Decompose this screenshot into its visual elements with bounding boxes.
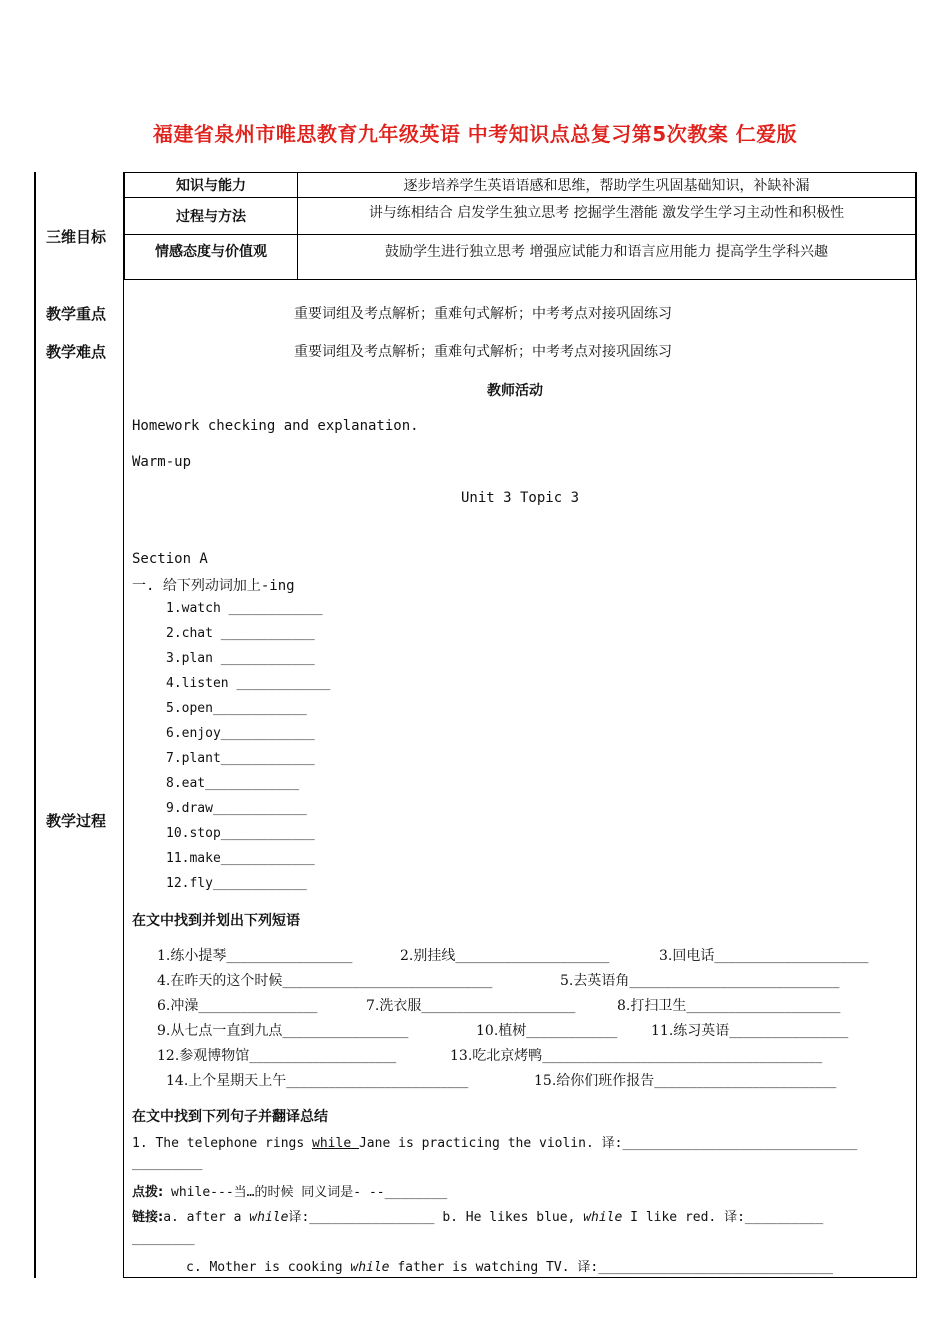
goal-value: 讲与练相结合 启发学生独立思考 挖掘学生潜能 激发学生学习主动性和积极性: [298, 198, 916, 235]
link-cont: ________: [132, 1231, 195, 1246]
list-item: 8.eat____________: [166, 776, 300, 791]
phrase-item: 7.洗衣服______________________: [366, 998, 576, 1014]
sentences-title: 在文中找到下列句子并翻译总结: [132, 1109, 328, 1125]
teacher-activity-heading: 教师活动: [487, 383, 543, 399]
label-process: 教学过程: [46, 812, 107, 830]
sentence-1: [132, 1132, 857, 1151]
phrase-item: 8.打扫卫生______________________: [617, 998, 841, 1014]
phrase-item: 12.参观博物馆_____________________: [157, 1048, 397, 1064]
phrase-item: 15.给你们班作报告__________________________: [534, 1073, 837, 1089]
tip-label: 点拨:: [132, 1185, 164, 1200]
goal-value: 鼓励学生进行独立思考 增强应试能力和语言应用能力 提高学生学科兴趣: [298, 235, 916, 280]
link-text: c. Mother is cooking: [186, 1260, 351, 1275]
phrase-item: 14.上个星期天上午__________________________: [166, 1073, 469, 1089]
sentence-1-start: 1. The telephone rings: [132, 1136, 313, 1151]
goal-label: 过程与方法: [125, 198, 298, 235]
inner-left-line: [123, 172, 124, 1278]
goals-table: [124, 172, 916, 280]
exercise1-title: 一. 给下列动词加上-ing: [132, 578, 295, 594]
tip-text: while---当…的时候 同义词是- --________: [163, 1185, 448, 1200]
bottom-border-line: [123, 1277, 917, 1278]
phrase-item: 1.练小提琴__________________: [157, 948, 353, 964]
warmup-line: Warm-up: [132, 454, 192, 470]
link-text: father is watching TV. 译:______________________________: [389, 1260, 833, 1275]
phrase-item: 11.练习英语_________________: [651, 1023, 849, 1039]
goal-row: [125, 173, 916, 198]
phrase-item: 5.去英语角______________________________: [560, 973, 840, 989]
list-item: 4.listen ____________: [166, 676, 331, 691]
tip-line: [132, 1181, 447, 1200]
link-label: 链接:: [132, 1210, 164, 1225]
label-key-points: 教学重点: [46, 305, 107, 323]
sentence-1-cont: _________: [132, 1156, 203, 1171]
label-difficulties: 教学难点: [46, 343, 107, 361]
link-text: 译:________________ b. He likes blue,: [288, 1210, 584, 1225]
list-item: 11.make____________: [166, 851, 315, 866]
phrase-item: 13.吃北京烤鸭________________________________________: [450, 1048, 823, 1064]
goal-label: 情感态度与价值观: [125, 235, 298, 280]
link-c-line: [186, 1256, 833, 1275]
list-item: 12.fly____________: [166, 876, 307, 891]
list-item: 2.chat ____________: [166, 626, 315, 641]
link-keyword: while: [249, 1210, 289, 1225]
phrase-item: 3.回电话______________________: [659, 948, 869, 964]
list-item: 1.watch ____________: [166, 601, 323, 616]
phrase-item: 9.从七点一直到九点__________________: [157, 1023, 409, 1039]
phrases-title: 在文中找到并划出下列短语: [132, 913, 300, 929]
key-points-text: 重要词组及考点解析；重难句式解析；中考考点对接巩固练习: [294, 306, 672, 322]
goal-row: [125, 198, 916, 235]
right-border-line: [916, 172, 917, 1278]
link-keyword: while: [350, 1260, 390, 1275]
label-goals: 三维目标: [46, 228, 107, 246]
list-item: 6.enjoy____________: [166, 726, 315, 741]
left-margin-line: [34, 172, 36, 1278]
goal-row: [125, 235, 916, 280]
link-text: a. after a: [163, 1210, 250, 1225]
link-line: [132, 1206, 823, 1225]
phrase-item: 6.冲澡_________________: [157, 998, 318, 1014]
list-item: 7.plant____________: [166, 751, 315, 766]
link-keyword: while: [583, 1210, 623, 1225]
list-item: 10.stop____________: [166, 826, 315, 841]
homework-line: Homework checking and explanation.: [132, 418, 419, 434]
unit-heading: Unit 3 Topic 3: [461, 490, 580, 506]
sentence-1-keyword: while: [312, 1136, 359, 1151]
page-title: 福建省泉州市唯思教育九年级英语 中考知识点总复习第5次教案 仁爱版: [152, 122, 798, 146]
goal-label: 知识与能力: [125, 173, 298, 198]
verb-list: [166, 600, 330, 900]
phrase-item: 4.在昨天的这个时候______________________________: [157, 973, 493, 989]
phrase-item: 10.植树_____________: [476, 1023, 618, 1039]
list-item: 9.draw____________: [166, 801, 307, 816]
link-text: I like red. 译:__________: [622, 1210, 824, 1225]
goal-value: 逐步培养学生英语语感和思维，帮助学生巩固基础知识，补缺补漏: [298, 173, 916, 198]
phrase-item: 2.别挂线______________________: [400, 948, 610, 964]
list-item: 3.plan ____________: [166, 651, 315, 666]
difficulties-text: 重要词组及考点解析；重难句式解析；中考考点对接巩固练习: [294, 344, 672, 360]
section-heading: Section A: [132, 551, 208, 567]
sentence-1-end: Jane is practicing the violin. 译:______________________________: [358, 1136, 858, 1151]
list-item: 5.open____________: [166, 701, 307, 716]
